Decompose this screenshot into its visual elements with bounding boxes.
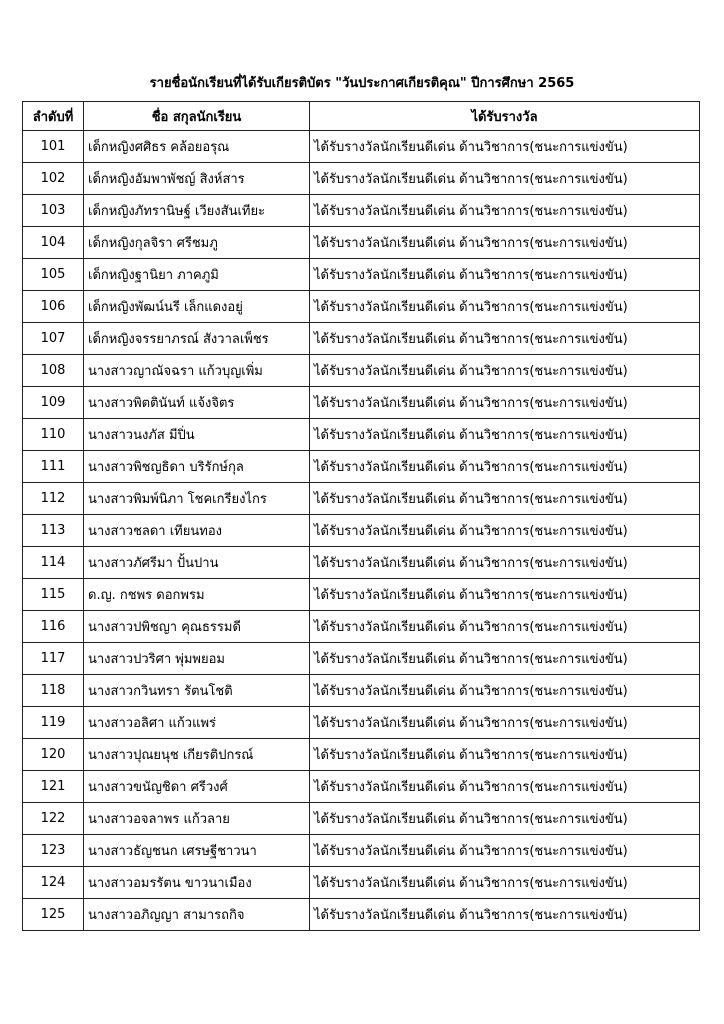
award-text: ได้รับรางวัลนักเรียนดีเด่น ด้านวิชาการ(ชนะการแข่งขัน)	[310, 739, 700, 771]
row-number: 115	[23, 579, 84, 611]
award-text: ได้รับรางวัลนักเรียนดีเด่น ด้านวิชาการ(ชนะการแข่งขัน)	[310, 899, 700, 931]
award-text: ได้รับรางวัลนักเรียนดีเด่น ด้านวิชาการ(ชนะการแข่งขัน)	[310, 387, 700, 419]
row-number: 119	[23, 707, 84, 739]
table-row	[23, 835, 700, 867]
row-number: 111	[23, 451, 84, 483]
table-body	[23, 131, 700, 931]
award-text: ได้รับรางวัลนักเรียนดีเด่น ด้านวิชาการ(ชนะการแข่งขัน)	[310, 675, 700, 707]
student-name: นางสาวนงภัส มีปิ่น	[84, 419, 310, 451]
student-name: นางสาวอจลาพร แก้วลาย	[84, 803, 310, 835]
award-text: ได้รับรางวัลนักเรียนดีเด่น ด้านวิชาการ(ชนะการแข่งขัน)	[310, 195, 700, 227]
document-title: รายชื่อนักเรียนที่ได้รับเกียรติบัตร "วันประกาศเกียรติคุณ" ปีการศึกษา 2565	[149, 76, 575, 91]
table-row	[23, 259, 700, 291]
award-text: ได้รับรางวัลนักเรียนดีเด่น ด้านวิชาการ(ชนะการแข่งขัน)	[310, 451, 700, 483]
table-row	[23, 547, 700, 579]
table-row	[23, 131, 700, 163]
award-text: ได้รับรางวัลนักเรียนดีเด่น ด้านวิชาการ(ชนะการแข่งขัน)	[310, 259, 700, 291]
row-number: 102	[23, 163, 84, 195]
table-row	[23, 867, 700, 899]
student-name: นางสาวญาณัจฉรา แก้วบุญเพิ่ม	[84, 355, 310, 387]
row-number: 104	[23, 227, 84, 259]
row-number: 118	[23, 675, 84, 707]
student-name: นางสาวปพิชญา คุณธรรมดี	[84, 611, 310, 643]
award-text: ได้รับรางวัลนักเรียนดีเด่น ด้านวิชาการ(ชนะการแข่งขัน)	[310, 867, 700, 899]
student-name: นางสาวขนัญชิดา ศรีวงศ์	[84, 771, 310, 803]
table-row	[23, 419, 700, 451]
row-number: 125	[23, 899, 84, 931]
award-text: ได้รับรางวัลนักเรียนดีเด่น ด้านวิชาการ(ชนะการแข่งขัน)	[310, 803, 700, 835]
award-text: ได้รับรางวัลนักเรียนดีเด่น ด้านวิชาการ(ชนะการแข่งขัน)	[310, 355, 700, 387]
award-text: ได้รับรางวัลนักเรียนดีเด่น ด้านวิชาการ(ชนะการแข่งขัน)	[310, 643, 700, 675]
table-row	[23, 739, 700, 771]
student-name: เด็กหญิงอัมพาพัชญ์ สิงห์สาร	[84, 163, 310, 195]
award-text: ได้รับรางวัลนักเรียนดีเด่น ด้านวิชาการ(ชนะการแข่งขัน)	[310, 707, 700, 739]
table-row	[23, 515, 700, 547]
table-row	[23, 899, 700, 931]
student-name: เด็กหญิงศศิธร คล้อยอรุณ	[84, 131, 310, 163]
award-text: ได้รับรางวัลนักเรียนดีเด่น ด้านวิชาการ(ชนะการแข่งขัน)	[310, 515, 700, 547]
table-row	[23, 387, 700, 419]
column-header-award: ได้รับรางวัล	[310, 102, 700, 131]
table-row	[23, 771, 700, 803]
student-name: เด็กหญิงกุลจิรา ศรีชมภู	[84, 227, 310, 259]
award-roster-table	[22, 101, 700, 931]
table-row	[23, 355, 700, 387]
row-number: 108	[23, 355, 84, 387]
student-name: นางสาวอลิศา แก้วแพร่	[84, 707, 310, 739]
column-header-student-name: ชื่อ สกุลนักเรียน	[84, 102, 310, 131]
column-header-number: ลำดับที่	[23, 102, 84, 131]
student-name: นางสาวชลดา เทียนทอง	[84, 515, 310, 547]
student-name: นางสาวปวริศา พุ่มพยอม	[84, 643, 310, 675]
award-text: ได้รับรางวัลนักเรียนดีเด่น ด้านวิชาการ(ชนะการแข่งขัน)	[310, 131, 700, 163]
row-number: 123	[23, 835, 84, 867]
award-text: ได้รับรางวัลนักเรียนดีเด่น ด้านวิชาการ(ชนะการแข่งขัน)	[310, 835, 700, 867]
award-text: ได้รับรางวัลนักเรียนดีเด่น ด้านวิชาการ(ชนะการแข่งขัน)	[310, 419, 700, 451]
student-name: นางสาวกวินทรา รัตนโชติ	[84, 675, 310, 707]
award-text: ได้รับรางวัลนักเรียนดีเด่น ด้านวิชาการ(ชนะการแข่งขัน)	[310, 227, 700, 259]
award-text: ได้รับรางวัลนักเรียนดีเด่น ด้านวิชาการ(ชนะการแข่งขัน)	[310, 771, 700, 803]
student-name: นางสาวพิมพ์นิภา โชคเกรียงไกร	[84, 483, 310, 515]
row-number: 124	[23, 867, 84, 899]
student-name: นางสาวพิตตินันท์ แจ้งจิตร	[84, 387, 310, 419]
row-number: 114	[23, 547, 84, 579]
award-text: ได้รับรางวัลนักเรียนดีเด่น ด้านวิชาการ(ชนะการแข่งขัน)	[310, 323, 700, 355]
table-row	[23, 643, 700, 675]
student-name: นางสาวธัญชนก เศรษฐีชาวนา	[84, 835, 310, 867]
table-header-row	[23, 102, 700, 131]
row-number: 109	[23, 387, 84, 419]
table-row	[23, 579, 700, 611]
student-name: เด็กหญิงภัทรานิษฐ์ เวียงสันเทียะ	[84, 195, 310, 227]
student-name: เด็กหญิงฐานิยา ภาคภูมิ	[84, 259, 310, 291]
row-number: 122	[23, 803, 84, 835]
row-number: 110	[23, 419, 84, 451]
award-text: ได้รับรางวัลนักเรียนดีเด่น ด้านวิชาการ(ชนะการแข่งขัน)	[310, 611, 700, 643]
table-row	[23, 483, 700, 515]
table-row	[23, 291, 700, 323]
table-row	[23, 707, 700, 739]
row-number: 121	[23, 771, 84, 803]
award-text: ได้รับรางวัลนักเรียนดีเด่น ด้านวิชาการ(ชนะการแข่งขัน)	[310, 483, 700, 515]
row-number: 113	[23, 515, 84, 547]
student-name: นางสาวปุณยนุช เกียรติปกรณ์	[84, 739, 310, 771]
student-name: นางสาวพิชญธิดา บริรักษ์กุล	[84, 451, 310, 483]
student-name: เด็กหญิงจรรยาภรณ์ สังวาลเพ็ชร	[84, 323, 310, 355]
student-name: เด็กหญิงพัฒน์นรี เล็กแดงอยู่	[84, 291, 310, 323]
row-number: 117	[23, 643, 84, 675]
student-name: ด.ญ. กชพร ดอกพรม	[84, 579, 310, 611]
row-number: 101	[23, 131, 84, 163]
table-row	[23, 451, 700, 483]
award-text: ได้รับรางวัลนักเรียนดีเด่น ด้านวิชาการ(ชนะการแข่งขัน)	[310, 547, 700, 579]
row-number: 112	[23, 483, 84, 515]
award-text: ได้รับรางวัลนักเรียนดีเด่น ด้านวิชาการ(ชนะการแข่งขัน)	[310, 163, 700, 195]
table-row	[23, 323, 700, 355]
row-number: 120	[23, 739, 84, 771]
row-number: 116	[23, 611, 84, 643]
table-row	[23, 195, 700, 227]
table-row	[23, 227, 700, 259]
table-row	[23, 163, 700, 195]
row-number: 106	[23, 291, 84, 323]
award-text: ได้รับรางวัลนักเรียนดีเด่น ด้านวิชาการ(ชนะการแข่งขัน)	[310, 291, 700, 323]
row-number: 105	[23, 259, 84, 291]
award-text: ได้รับรางวัลนักเรียนดีเด่น ด้านวิชาการ(ชนะการแข่งขัน)	[310, 579, 700, 611]
row-number: 107	[23, 323, 84, 355]
table-row	[23, 803, 700, 835]
student-name: นางสาวอมรรัตน ขาวนาเมือง	[84, 867, 310, 899]
student-name: นางสาวอภิญญา สามารถกิจ	[84, 899, 310, 931]
student-name: นางสาวภัศรีมา ปั้นปาน	[84, 547, 310, 579]
table-row	[23, 611, 700, 643]
row-number: 103	[23, 195, 84, 227]
table-row	[23, 675, 700, 707]
